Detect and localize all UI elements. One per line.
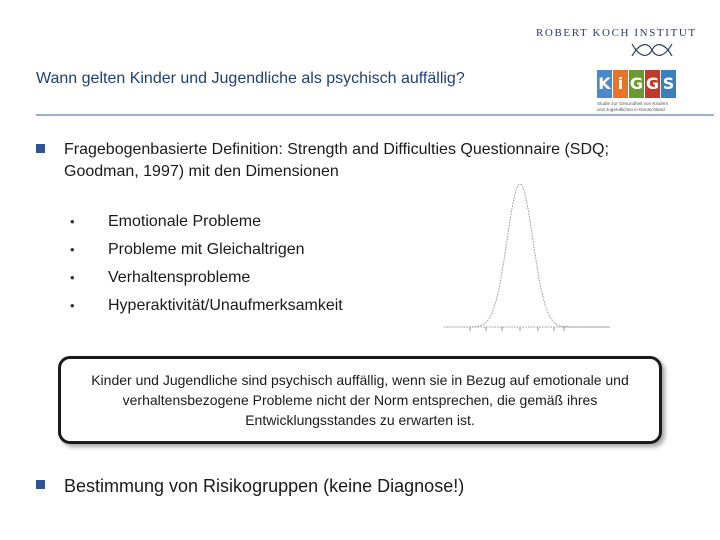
- kiggs-letter: G: [629, 70, 644, 98]
- tick-marks: [470, 327, 564, 331]
- bullet-risk-groups: [36, 474, 464, 498]
- square-bullet-icon: [36, 144, 45, 153]
- kiggs-letter: i: [613, 70, 628, 98]
- distribution-curve: [444, 184, 610, 327]
- institute-name: ROBERT KOCH INSTITUT: [536, 27, 697, 39]
- kiggs-logo-subtitle: Studie zur Gesundheit von Kindern und Jugendlichen in Deutschland: [597, 101, 669, 112]
- kiggs-logo: [597, 70, 689, 122]
- dimension-item: • Hyperaktivität/Unaufmerksamkeit: [70, 292, 343, 320]
- normal-distribution-graphic: [440, 176, 612, 336]
- kiggs-letter: S: [661, 70, 676, 98]
- dimension-item: • Probleme mit Gleichaltrigen: [70, 236, 343, 264]
- square-bullet-icon: [36, 480, 45, 489]
- definition-text: Kinder und Jugendliche sind psychisch auffällig, wenn sie in Bezug auf emotionale und verhaltensbezogene Probleme nicht der Norm entsprechen, die gemäß ihres Entwicklungsstandes zu erwarten ist.: [91, 372, 629, 428]
- dimension-item: • Emotionale Probleme: [70, 208, 343, 236]
- dimension-item: • Verhaltensprobleme: [70, 264, 343, 292]
- dimension-list: [70, 208, 343, 320]
- bullet-risk-groups-text: Bestimmung von Risikogruppen (keine Diagnose!): [64, 476, 465, 496]
- slide-title: Wann gelten Kinder und Jugendliche als psychisch auffällig?: [36, 70, 465, 87]
- bullet-definition-text: Fragebogenbasierte Definition: Strength and Difficulties Questionnaire (SDQ; Goodman, 1997) mit den Dimensionen: [64, 141, 609, 180]
- kiggs-letter: K: [597, 70, 612, 98]
- kiggs-logo-letters: [597, 70, 689, 98]
- kiggs-letter: G: [645, 70, 660, 98]
- rki-logo-mark: [630, 40, 674, 60]
- definition-box: [58, 356, 662, 444]
